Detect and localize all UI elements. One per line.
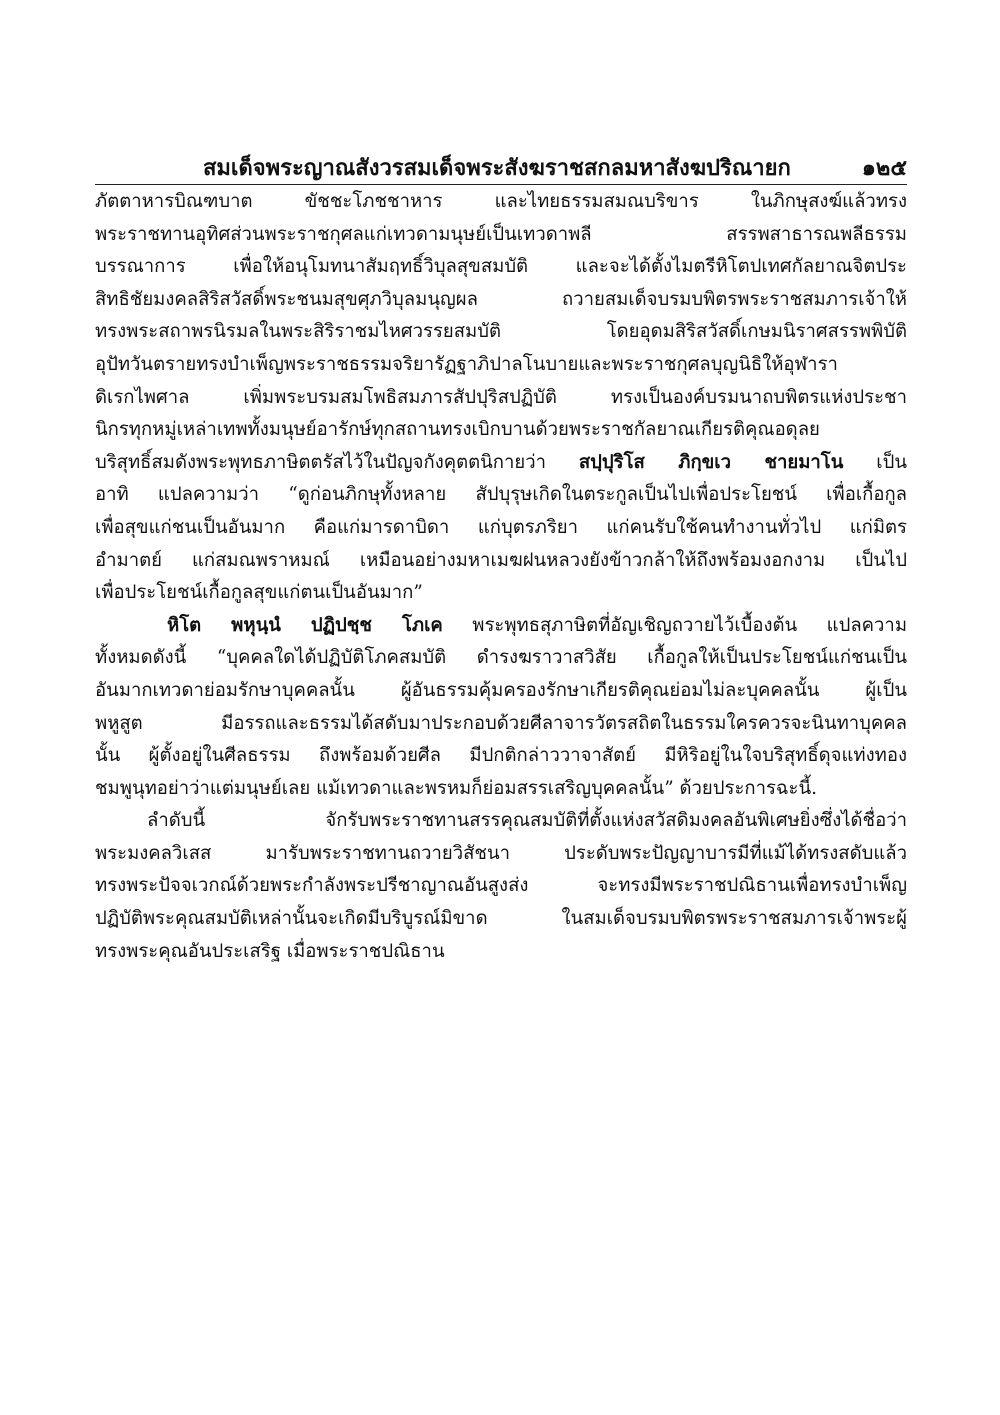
text-span: บริสุทธิ์สมดังพระพุทธภาษิตตรัสไว้ในปัญจกังคุตตนิกายว่า <box>95 451 546 473</box>
text-line: พระราชทานอุทิศส่วนพระราชกุศลแก่เทวดามนุษย์เป็นเทวดาพลี สรรพสาธารณพลีธรรม <box>95 223 907 245</box>
pali-quote: สปฺปุริโส ภิกฺขเว ชายมาโน <box>578 451 844 473</box>
running-header <box>95 150 907 180</box>
text-line: พหูสูต มีอรรถและธรรมได้สดับมาประกอบด้วยศีลาจารวัตรสถิตในธรรมใครควรจะนินทาบุคคล <box>95 712 907 734</box>
header-title: สมเด็จพระญาณสังวรสมเด็จพระสังฆราชสกลมหาสังฆปริณายก <box>203 155 791 181</box>
header-rule <box>95 184 907 185</box>
body-text <box>95 186 907 968</box>
text-span: เป็น <box>876 451 907 473</box>
text-line <box>95 610 907 643</box>
text-line: เพื่อประโยชน์เกื้อกูลสุขแก่ตนเป็นอันมาก” <box>95 582 423 604</box>
text-line: สิทธิชัยมงคลสิริสวัสดิ์พระชนมสุขศุภวิบุลมนุญผล ถวายสมเด็จบรมบพิตรพระราชสมภารเจ้าให้ <box>95 288 907 310</box>
text-line: เพื่อสุขแก่ชนเป็นอันมาก คือแก่มารดาบิดา แก่บุตรภริยา แก่คนรับใช้คนทำงานทั่วไป แก่มิตร <box>95 516 907 538</box>
page-number: ๑๒๕ <box>861 155 907 181</box>
text-line: ภัตตาหารบิณฑบาต ขัชชะโภชชาหาร และไทยธรรมสมณบริขาร ในภิกษุสงฆ์แล้วทรง <box>95 191 907 212</box>
text-line: ชมพูนุทอย่าว่าแต่มนุษย์เลย แม้เทวดาและพรหมก็ย่อมสรรเสริญบุคคลนั้น” ด้วยประการฉะนี้. <box>95 777 817 799</box>
text-line: อุปัทวันตรายทรงบำเพ็ญพระราชธรรมจริยารัฏฐาภิปาลโนบายและพระราชกุศลบุญนิธิให้อุฬารา <box>95 353 838 375</box>
paragraph-2 <box>95 610 907 806</box>
text-line: ลำดับนี้ จักรับพระราชทานสรรคุณสมบัติที่ตั้งแห่งสวัสดิมงคลอันพิเศษยิ่งซึ่งได้ชื่อว่า <box>147 810 907 832</box>
text-line: ทรงพระสถาพรนิรมลในพระสิริราชมไหศวรรยสมบัติ โดยอุดมสิริสวัสดิ์เกษมนิราศสรรพพิบัติ <box>95 321 907 343</box>
text-span: พระพุทธสุภาษิตที่อัญเชิญถวายไว้เบื้องต้น แปลความ <box>472 614 907 636</box>
text-line: อำมาตย์ แก่สมณพราหมณ์ เหมือนอย่างมหาเมฆฝนหลวงยังข้าวกล้าให้ถึงพร้อมงอกงาม เป็นไป <box>95 549 907 571</box>
text-line: นิกรทุกหมู่เหล่าเทพทั้งมนุษย์อารักษ์ทุกสถานทรงเบิกบานด้วยพระราชกัลยาณเกียรติคุณอดุลย <box>95 419 820 441</box>
paragraph-1 <box>95 186 907 610</box>
text-line: นั้น ผู้ตั้งอยู่ในศีลธรรม ถึงพร้อมด้วยศีล มีปกติกล่าววาจาสัตย์ มีหิริอยู่ในใจบริสุทธิ์ดุจแท่งทอง <box>95 745 907 767</box>
text-line: อันมากเทวดาย่อมรักษาบุคคลนั้น ผู้อันธรรมคุ้มครองรักษาเกียรติคุณย่อมไม่ละบุคคลนั้น ผู้เป็น <box>95 679 907 701</box>
text-line: ปฏิบัติพระคุณสมบัติเหล่านั้นจะเกิดมีบริบูรณ์มิขาด ในสมเด็จบรมบพิตรพระราชสมภารเจ้าพระผู้ <box>95 908 907 930</box>
text-line: อาทิ แปลความว่า “ดูก่อนภิกษุทั้งหลาย สัปบุรุษเกิดในตระกูลเป็นไปเพื่อประโยชน์ เพื่อเกื้อกูล <box>95 484 907 506</box>
text-line: ทรงพระคุณอันประเสริฐ เมื่อพระราชปณิธาน <box>95 940 445 962</box>
text-line: พระมงคลวิเสส มารับพระราชทานถวายวิสัชนา ประดับพระปัญญาบารมีที่แม้ได้ทรงสดับแล้ว <box>95 842 907 864</box>
text-line: บรรณาการ เพื่อให้อนุโมทนาสัมฤทธิ์วิบุลสุขสมบัติ และจะได้ตั้งไมตรีหิโตปเทศกัลยาณจิตประ <box>95 256 907 278</box>
pali-quote: หิโต พหุนฺนํ ปฏิปชฺช โภเค <box>167 614 443 636</box>
text-line: ดิเรกไพศาล เพิ่มพระบรมสมโพธิสมภารสัปปุริสปฏิบัติ ทรงเป็นองค์บรมนาถบพิตรแห่งประชา <box>95 386 907 408</box>
paragraph-3 <box>95 805 907 968</box>
text-line <box>95 447 907 480</box>
text-line: ทรงพระปัจจเวกณ์ด้วยพระกำลังพระปรีชาญาณอันสูงส่ง จะทรงมีพระราชปณิธานเพื่อทรงบำเพ็ญ <box>95 875 907 897</box>
text-line: ทั้งหมดดังนี้ “บุคคลใดได้ปฏิบัติโภคสมบัติ ดำรงฆราวาสวิสัย เกื้อกูลให้เป็นประโยชน์แก่ชนเป็น <box>95 647 907 669</box>
